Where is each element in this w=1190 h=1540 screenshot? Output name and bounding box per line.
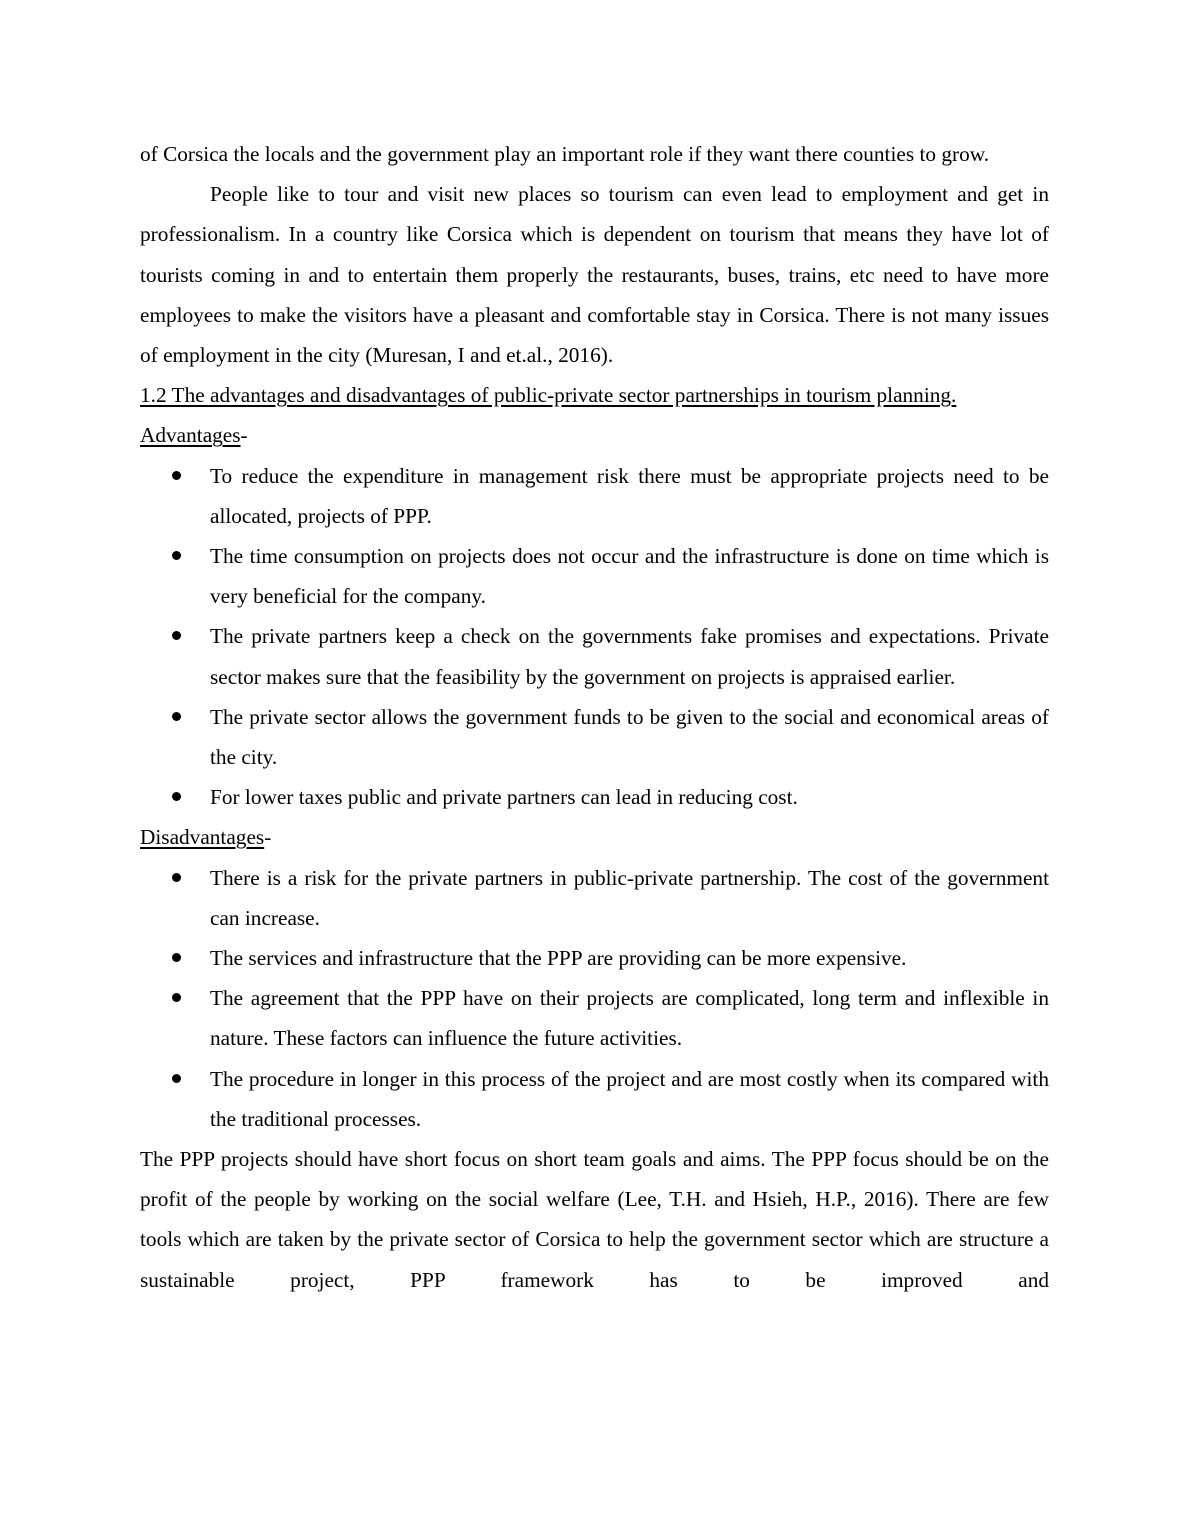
paragraph-ppp-focus: The PPP projects should have short focus on short team goals and aims. The PPP focus should be on the profit of the people by working on the social welfare (Lee, T.H. and Hsieh, H.P., 2016). There are few tools which are taken by the private sector of Corsica to help the government sector which are structure a sustainable project, PPP framework has to be improved and — [140, 1147, 1049, 1292]
list-item — [140, 938, 1049, 978]
disadvantages-list — [140, 858, 1049, 1139]
document-page — [140, 134, 1049, 1300]
list-item — [140, 536, 1049, 616]
paragraph-intro: of Corsica the locals and the government play an important role if they want there counties to grow. — [140, 142, 990, 166]
advantages-heading-text: Advantages — [140, 423, 241, 448]
list-item-text: For lower taxes public and private partners can lead in reducing cost. — [210, 785, 798, 810]
list-item — [140, 978, 1049, 1058]
list-item — [140, 697, 1049, 777]
list-item-text: To reduce the expenditure in management risk there must be appropriate projects need to be allocated, projects of PPP. — [210, 463, 1049, 528]
list-item-text: The procedure in longer in this process of the project and are most costly when its compared with the traditional processes. — [210, 1066, 1049, 1131]
bullet-icon — [172, 953, 181, 962]
bullet-icon — [172, 993, 181, 1002]
disadvantages-heading-suffix: - — [264, 825, 272, 850]
bullet-icon — [172, 471, 181, 480]
advantages-heading — [140, 415, 1049, 455]
list-item-text: The private sector allows the government funds to be given to the social and economical areas of the city. — [210, 704, 1049, 770]
list-item-text: The agreement that the PPP have on their projects are complicated, long term and inflexible in nature. These factors can influence the future activities. — [210, 986, 1049, 1051]
disadvantages-heading-text: Disadvantages — [140, 825, 265, 850]
list-item-text: The time consumption on projects does not occur and the infrastructure is done on time which is very beneficial for the company. — [210, 544, 1049, 609]
bullet-icon — [172, 551, 181, 560]
list-item — [140, 777, 1049, 817]
list-item — [140, 616, 1049, 696]
list-item-text: The services and infrastructure that the PPP are providing can be more expensive. — [210, 946, 907, 971]
list-item — [140, 1059, 1049, 1139]
bullet-icon — [172, 792, 181, 801]
bullet-icon — [172, 1074, 181, 1083]
list-item-text: The private partners keep a check on the governments fake promises and expectations. Private sector makes sure that the feasibility by the government on projects is appraised earlier. — [210, 624, 1049, 689]
section-heading-text: 1.2 The advantages and disadvantages of public-private sector partnerships in tourism planning. — [140, 383, 957, 408]
list-item-text: There is a risk for the private partners in public-private partnership. The cost of the government can increase. — [210, 865, 1049, 930]
advantages-list — [140, 456, 1049, 818]
advantages-heading-suffix: - — [240, 423, 248, 448]
list-item — [140, 858, 1049, 938]
paragraph-employment: People like to tour and visit new places so tourism can even lead to employment and get in professionalism. In a country like Corsica which is dependent on tourism that means they have lot of tourists coming in and to entertain them properly the restaurants, buses, trains, etc need to have more employees to make the visitors have a pleasant and comfortable stay in Corsica. There is not many issues of employment in the city (Muresan, I and et.al., 2016). — [140, 182, 1049, 368]
bullet-icon — [172, 873, 181, 882]
list-item — [140, 456, 1049, 536]
bullet-icon — [172, 631, 181, 640]
disadvantages-heading — [140, 817, 1049, 857]
section-heading — [140, 375, 1049, 415]
bullet-icon — [172, 712, 181, 721]
